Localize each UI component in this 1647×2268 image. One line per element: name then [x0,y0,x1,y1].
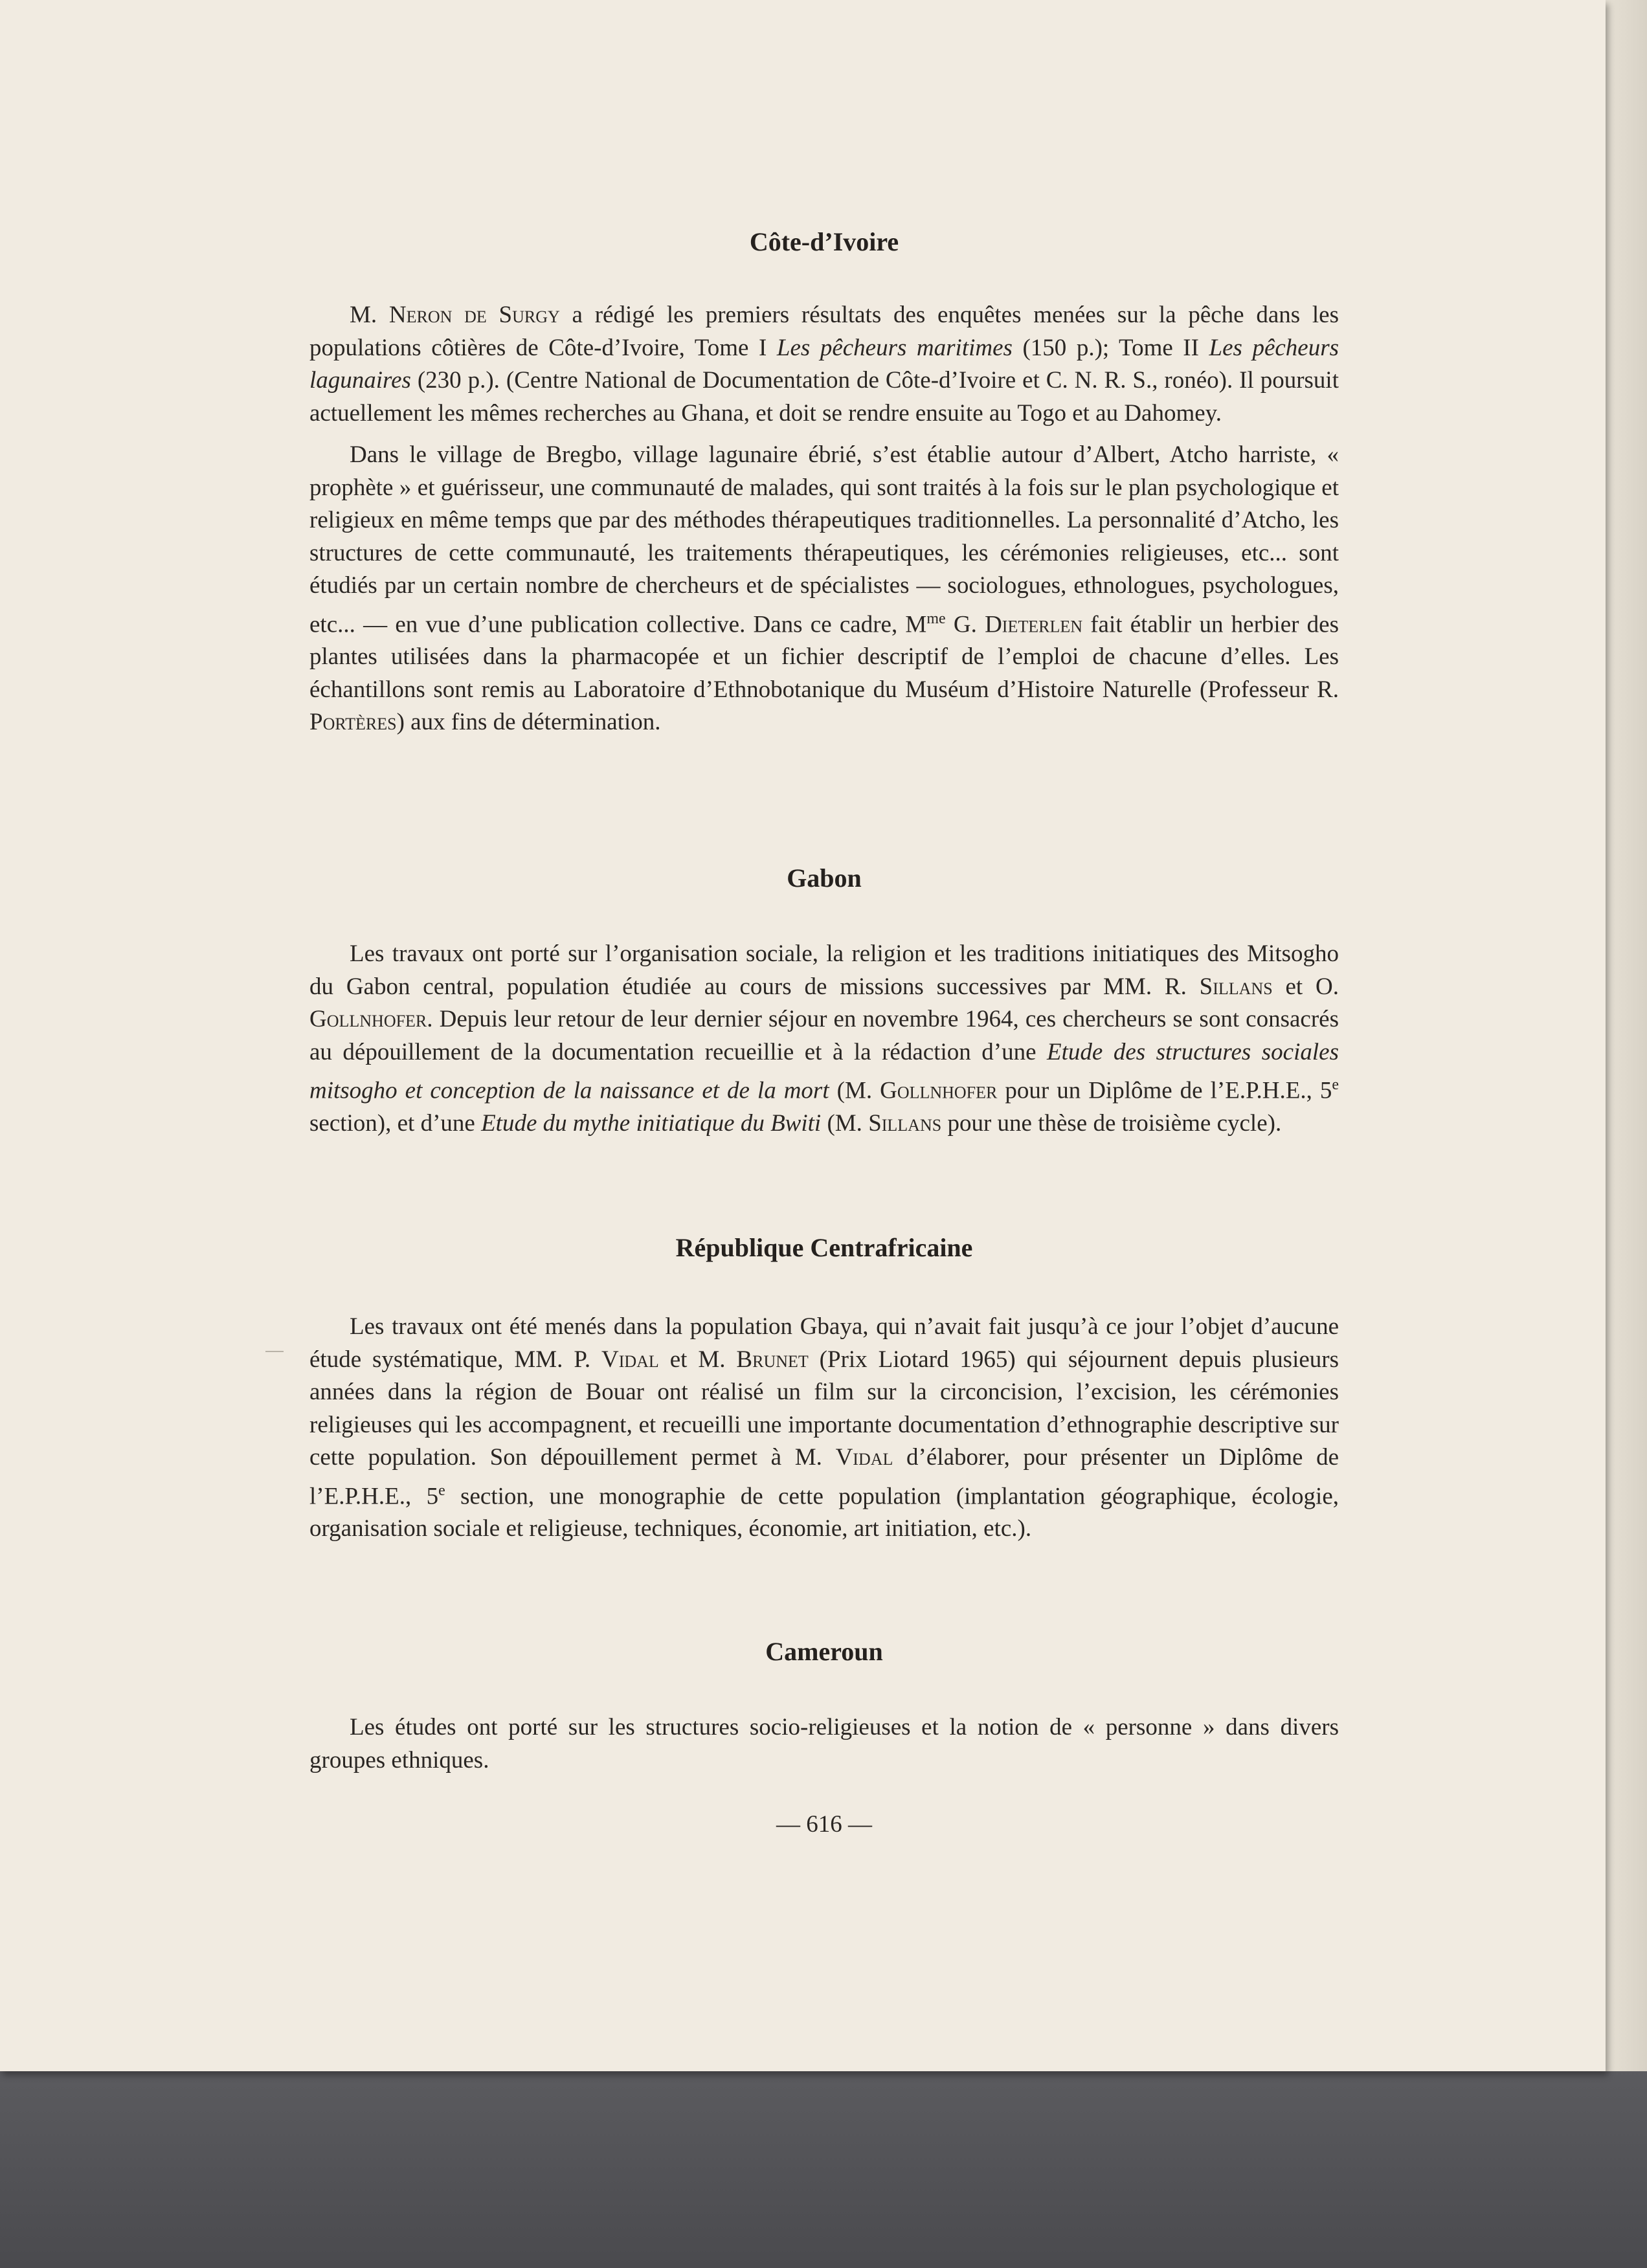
author-name: Neron de Surgy [388,302,560,328]
paragraph [309,1711,1339,1777]
section-body-cote-divoire [309,299,1339,739]
page-number: — 616 — [776,1811,872,1838]
section-heading-cote-divoire: Côte-d’Ivoire [749,227,899,256]
text-run: et O. [1272,973,1339,1000]
text-run: Les études ont porté sur les structures socio-religieuses et la notion de « personne » dans divers groupes ethniques. [309,1714,1339,1773]
section-heading-gabon: Gabon [787,863,862,893]
author-name: Gollnhofer [880,1077,998,1104]
text-run: pour un Diplôme de l’E.P.H.E., 5 [997,1077,1332,1104]
text-run: section, une monographie de cette population (implantation géographique, écologie, organisation sociale et religieuse, techniques, économie, art initiation, etc.). [309,1482,1339,1542]
paragraph [309,938,1339,1140]
superscript: e [438,1482,445,1499]
paragraph [309,439,1339,739]
text-run: d’élaborer, pour présenter un Diplôme de l’E.P.H.E., 5 [309,1444,1339,1509]
text-run: et M. [658,1346,737,1373]
text-run: (Prix Liotard 1965) qui séjournent depuis plusieurs années dans la région de Bouar ont réalisé un film sur la circoncision, l’excision, les cérémonies religieuses qui les accompagnent, et recueilli une importante documentation d’ethnographie descriptive sur cette population. Son dépouillement permet à M. [309,1346,1339,1471]
superscript: e [1332,1076,1339,1093]
section-heading-cameroun: Cameroun [765,1637,883,1666]
text-run: Dans le village de Bregbo, village lagunaire ébrié, s’est établie autour d’Albert, Atcho harriste, « prophète » et guérisseur, une communauté de malades, qui sont traités à la fois sur le plan psychologique et religieux en même temps que par des méthodes thérapeutiques traditionnelles. La personnalité d’Atcho, les structures de cette communauté, les traitements thérapeutiques, les cérémonies religieuses, etc... sont étudiés par un certain nombre de chercheurs et de spécialistes — sociologues, ethnologues, psychologues, etc... — en vue d’une publication collective. Dans ce cadre, M [309,441,1339,638]
title-italic: Etude des structures sociales mitsogho et conception de la naissance et de la mort [309,1038,1339,1104]
title-italic: Etude du mythe initiatique du Bwiti [481,1109,822,1137]
author-name: Gollnhofer [309,1006,427,1032]
paragraph [309,1311,1339,1546]
author-name: Sillans [868,1109,942,1137]
text-run: G. [945,610,985,638]
text-run: . Depuis leur retour de leur dernier séjour en novembre 1964, ces chercheurs se sont consacrés au dépouillement de la documentation recueillie et à la rédaction d’une [309,1006,1339,1065]
author-name: Brunet [736,1346,809,1373]
paragraph [309,299,1339,430]
text-run: pour une thèse de troisième cycle). [941,1109,1282,1137]
scanner-background [0,2058,1647,2268]
text-run: Les travaux ont été menés dans la population Gbaya, qui n’avait fait jusqu’à ce jour l’objet d’aucune étude systématique, MM. P. [309,1313,1339,1373]
text-run: ) aux fins de détermination. [396,709,661,736]
section-body-cameroun [309,1711,1339,1777]
text-run: fait établir un herbier des plantes utilisées dans la pharmacopée et un fichier descriptif de l’emploi de chacune d’elles. Les échantillons sont remis au Laboratoire d’Ethnobotanique du Muséum d’Histoire Naturelle (Professeur R. [309,610,1339,703]
author-name: Sillans [1199,973,1273,1000]
text-run: section), et d’une [309,1109,482,1137]
text-run: (230 p.). (Centre National de Documentation de Côte-d’Ivoire et C. N. R. S., ronéo). Il poursuit actuellement les mêmes recherches au Ghana, et doit se rendre ensuite au Togo et au Dahomey. [309,367,1339,427]
section-heading-republique-centrafricaine: République Centrafricaine [675,1233,973,1262]
text-run: (M. [821,1109,869,1137]
title-italic: Les pêcheurs lagunaires [309,334,1339,394]
author-name: Dieterlen [985,610,1082,638]
margin-mark [265,1351,284,1352]
author-name: Vidal [835,1444,893,1471]
text-run: Les travaux ont porté sur l’organisation sociale, la religion et les traditions initiatiques des Mitsogho du Gabon central, population étudiée au cours de missions successives par MM. R. [309,940,1339,1000]
page-edge [1606,0,1647,2071]
section-body-republique-centrafricaine [309,1311,1339,1546]
text-run: (150 p.); Tome II [1012,334,1209,361]
author-name: Portères [309,709,397,736]
text-run: a rédigé les premiers résultats des enquêtes menées sur la pêche dans les populations côtières de Côte-d’Ivoire, Tome I [309,302,1339,361]
text-run: M. [350,302,389,328]
title-italic: Les pêcheurs maritimes [776,334,1013,361]
author-name: Vidal [601,1346,659,1373]
text-run: (M. [829,1077,880,1104]
section-body-gabon [309,938,1339,1140]
superscript: me [926,610,946,627]
